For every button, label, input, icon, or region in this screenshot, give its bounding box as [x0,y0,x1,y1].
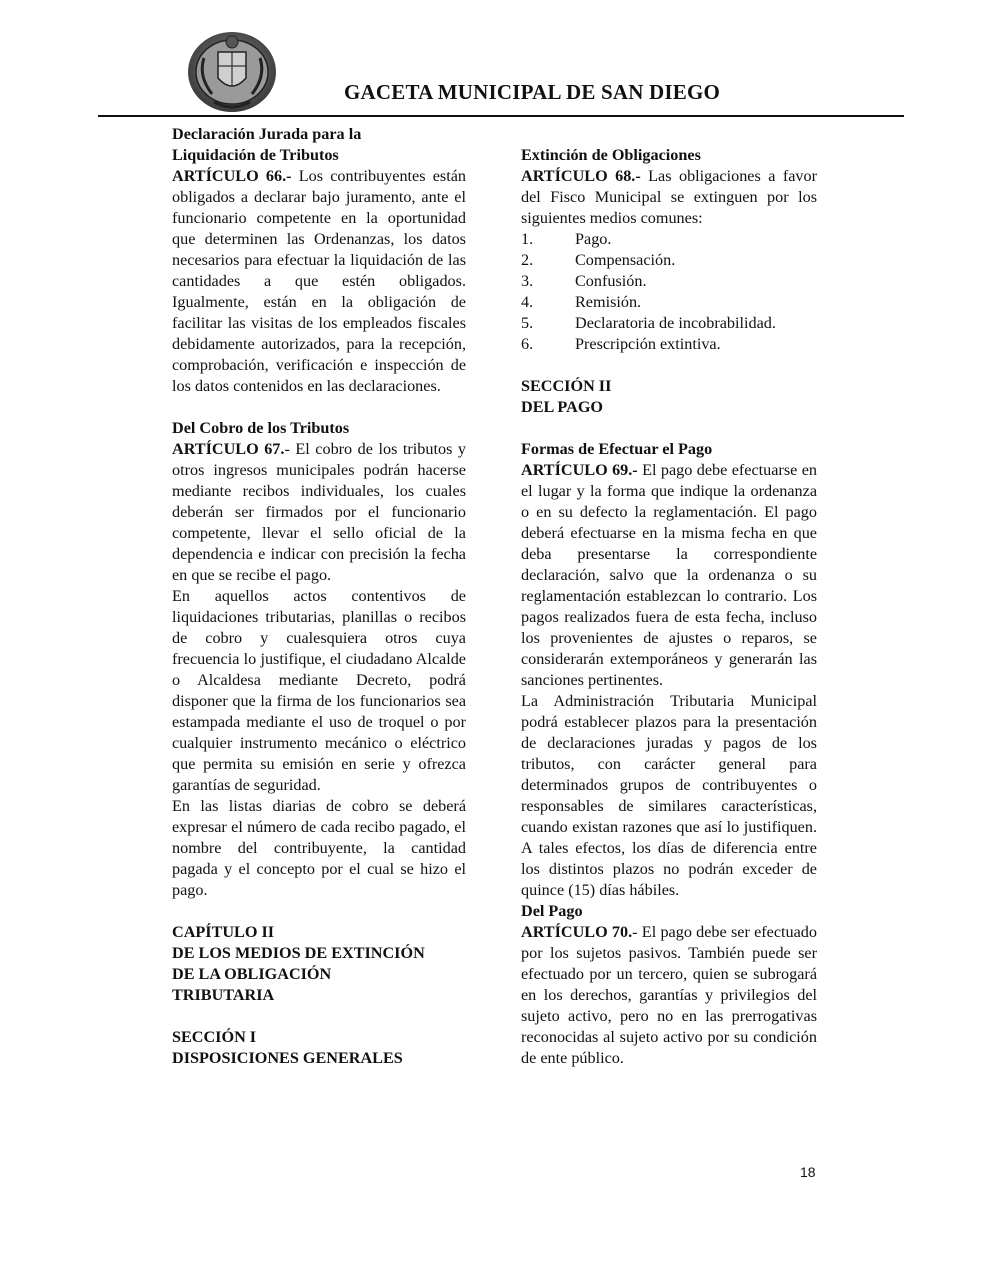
article-70-text: - El pago debe ser efectuado por los sujetos pasivos. También puede ser efectuado por un tercero, quien se subrogará en los derechos, garantías y privilegios del sujeto activo, pero no en las prerrogativas reconocidas al sujeto activo por su condición de ente público. [521,923,817,1067]
left-column [172,124,466,1069]
section-line: SECCIÓN I [172,1028,257,1046]
article-68-text: Las obligaciones a favor del Fisco Municipal se extinguen por los siguientes medios comunes: [521,167,817,227]
article-68-label: ARTÍCULO 68.- [521,167,641,185]
article-67 [172,439,466,586]
section-1-heading [172,1027,466,1069]
article-69-paragraph-2: La Administración Tributaria Municipal podrá establecer plazos para la presentación de declaraciones juradas y pagos de los tributos, con carácter general para determinados grupos de contribuyentes o responsables de similares características, cuando existan razones que así lo justifiquen. A tales efectos, los días de diferencia entre los distintos plazos no podrán exceder de quince (15) días hábiles. [521,692,817,899]
list-item [521,271,817,292]
article-67-paragraph-3: En las listas diarias de cobro se deberá expresar el número de cada recibo pagado, el nombre del contribuyente, la cantidad pagada y el concepto por el cual se hizo el pago. [172,797,466,899]
article-68 [521,166,817,229]
heading-line: Declaración Jurada para la [172,125,362,143]
article-69 [521,460,817,691]
chapter-line: DE LOS MEDIOS DE EXTINCIÓN [172,944,425,962]
list-item [521,313,817,334]
list-item-text: Pago. [575,230,612,248]
list-item-number: 4. [521,293,534,311]
chapter-line: DE LA OBLIGACIÓN [172,965,332,983]
article-66-text: Los contribuyentes están obligados a declarar bajo juramento, ante el funcionario competente en la oportunidad que determinen las Ordenanzas, los datos necesarios para efectuar la liquidación de las cantidades a que estén obligados. Igualmente, están en la obligación de facilitar las visitas de los empleados fiscales debidamente autorizados, para la recepción, comprobación, verificación e inspección de los datos contenidos en las declaraciones. [172,167,466,395]
section-line: SECCIÓN II [521,377,612,395]
list-item [521,334,817,355]
article-69-label: ARTÍCULO 69.- [521,461,638,479]
list-item-number: 3. [521,272,534,290]
list-item [521,229,817,250]
list-item-text: Remisión. [575,293,642,311]
extinction-means-list [521,229,817,355]
page-number: 18 [800,1164,816,1180]
list-item-text: Prescripción extintiva. [575,335,721,353]
heading-extincion-obligaciones: Extinción de Obligaciones [521,146,701,164]
section-line: DISPOSICIONES GENERALES [172,1049,403,1067]
article-66-label: ARTÍCULO 66.- [172,167,292,185]
list-item-number: 2. [521,251,534,269]
gazette-title-text: GACETA MUNICIPAL DE SAN DIEGO [344,80,721,104]
heading-formas-pago: Formas de Efectuar el Pago [521,440,713,458]
list-item-number: 5. [521,314,534,332]
article-67-label: ARTÍCULO 67. [172,440,285,458]
list-item [521,292,817,313]
list-item-text: Compensación. [575,251,676,269]
chapter-line: CAPÍTULO II [172,923,275,941]
list-item-number: 1. [521,230,534,248]
section-line: DEL PAGO [521,398,603,416]
header-divider [98,115,904,117]
article-70-label: ARTÍCULO 70. [521,923,633,941]
heading-declaracion-jurada [172,124,466,166]
chapter-line: TRIBUTARIA [172,986,275,1004]
article-67-text: - El cobro de los tributos y otros ingresos municipales podrán hacerse mediante recibos individuales, los cuales deberán ser firmados por el funcionario competente, llevar el sello oficial de la dependencia e indicar con precisión la fecha en que se recibe el pago. [172,440,466,584]
right-column [521,124,817,1069]
article-69-text: El pago debe efectuarse en el lugar y la forma que indique la ordenanza o en su defecto la reglamentación. El pago deberá efectuarse en la misma fecha en que deba presentarse la correspondiente declaración, salvo que la ordenanza o su reglamentación establezcan lo contrario. Los pagos realizados fuera de esta fecha, incluso los provenientes de ajustes o reparos, se considerarán extemporáneos y generarán las sanciones pertinentes. [521,461,817,689]
list-item-number: 6. [521,335,534,353]
heading-del-pago: Del Pago [521,902,583,920]
heading-cobro-tributos: Del Cobro de los Tributos [172,419,350,437]
section-2-heading [521,376,817,418]
article-67-paragraph-2: En aquellos actos contentivos de liquidaciones tributarias, planillas o recibos de cobro y cualesquiera otros cuya frecuencia lo justifique, el ciudadano Alcalde o Alcaldesa mediante Decreto, podrá disponer que la firma de los funcionarios sea estampada mediante el uso de troquel o por cualquier instrumento mecánico o eléctrico que permita su emisión en serie y ofrezca garantías de seguridad. [172,587,466,794]
list-item [521,250,817,271]
municipal-seal-logo [186,28,278,114]
article-66 [172,166,466,397]
chapter-heading [172,922,466,1006]
list-item-text: Declaratoria de incobrabilidad. [575,314,776,332]
article-70 [521,922,817,1069]
heading-line: Liquidación de Tributos [172,146,339,164]
list-item-text: Confusión. [575,272,647,290]
